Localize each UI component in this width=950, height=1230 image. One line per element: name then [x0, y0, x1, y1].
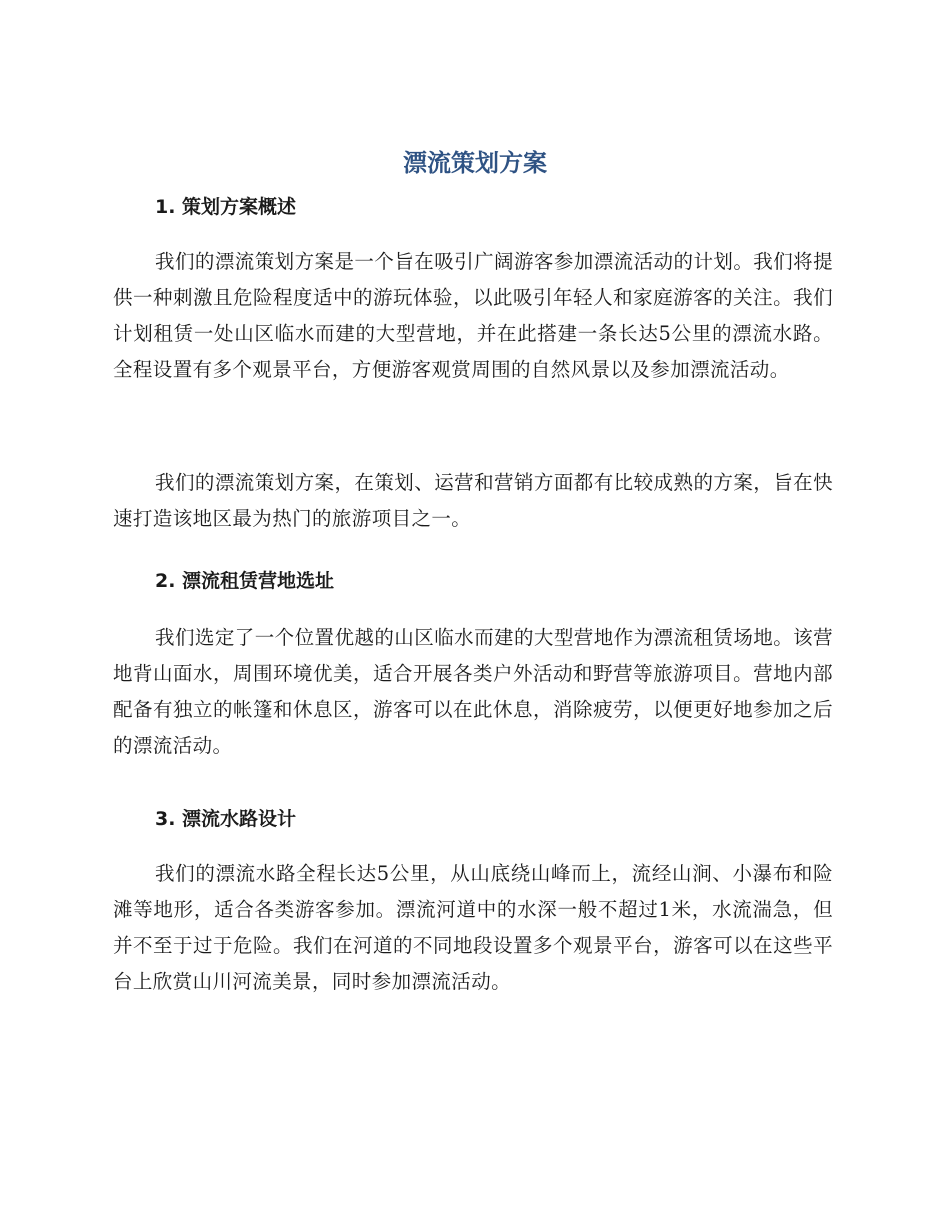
section-overview-paragraph-1: 我们的漂流策划方案是一个旨在吸引广阔游客参加漂流活动的计划。我们将提供一种刺激且危险程度适中的游玩体验，以此吸引年轻人和家庭游客的关注。我们计划租赁一处山区临水而建的大型营地，并在此搭建一条长达5公里的漂流水路。全程设置有多个观景平台，方便游客观赏周围的自然风景以及参加漂流活动。 — [113, 250, 833, 381]
section-overview-paragraph-2: 我们的漂流策划方案，在策划、运营和营销方面都有比较成熟的方案，旨在快速打造该地区最为热门的旅游项目之一。 — [113, 471, 833, 530]
section-campsite-paragraph-1: 我们选定了一个位置优越的山区临水而建的大型营地作为漂流租赁场地。该营地背山面水，周围环境优美，适合开展各类户外活动和野营等旅游项目。营地内部配备有独立的帐篷和休息区，游客可以在此休息，消除疲劳，以便更好地参加之后的漂流活动。 — [113, 626, 833, 757]
section-heading-route: 3. 漂流水路设计 — [155, 808, 297, 830]
section-heading-campsite: 2. 漂流租赁营地选址 — [155, 570, 335, 592]
section-heading-overview: 1. 策划方案概述 — [155, 196, 297, 218]
page-title: 漂流策划方案 — [403, 149, 547, 177]
section-route-paragraph-1: 我们的漂流水路全程长达5公里，从山底绕山峰而上，流经山涧、小瀑布和险滩等地形，适合各类游客参加。漂流河道中的水深一般不超过1米，水流湍急，但并不至于过于危险。我们在河道的不同地段设置多个观景平台，游客可以在这些平台上欣赏山川河流美景，同时参加漂流活动。 — [113, 862, 833, 993]
